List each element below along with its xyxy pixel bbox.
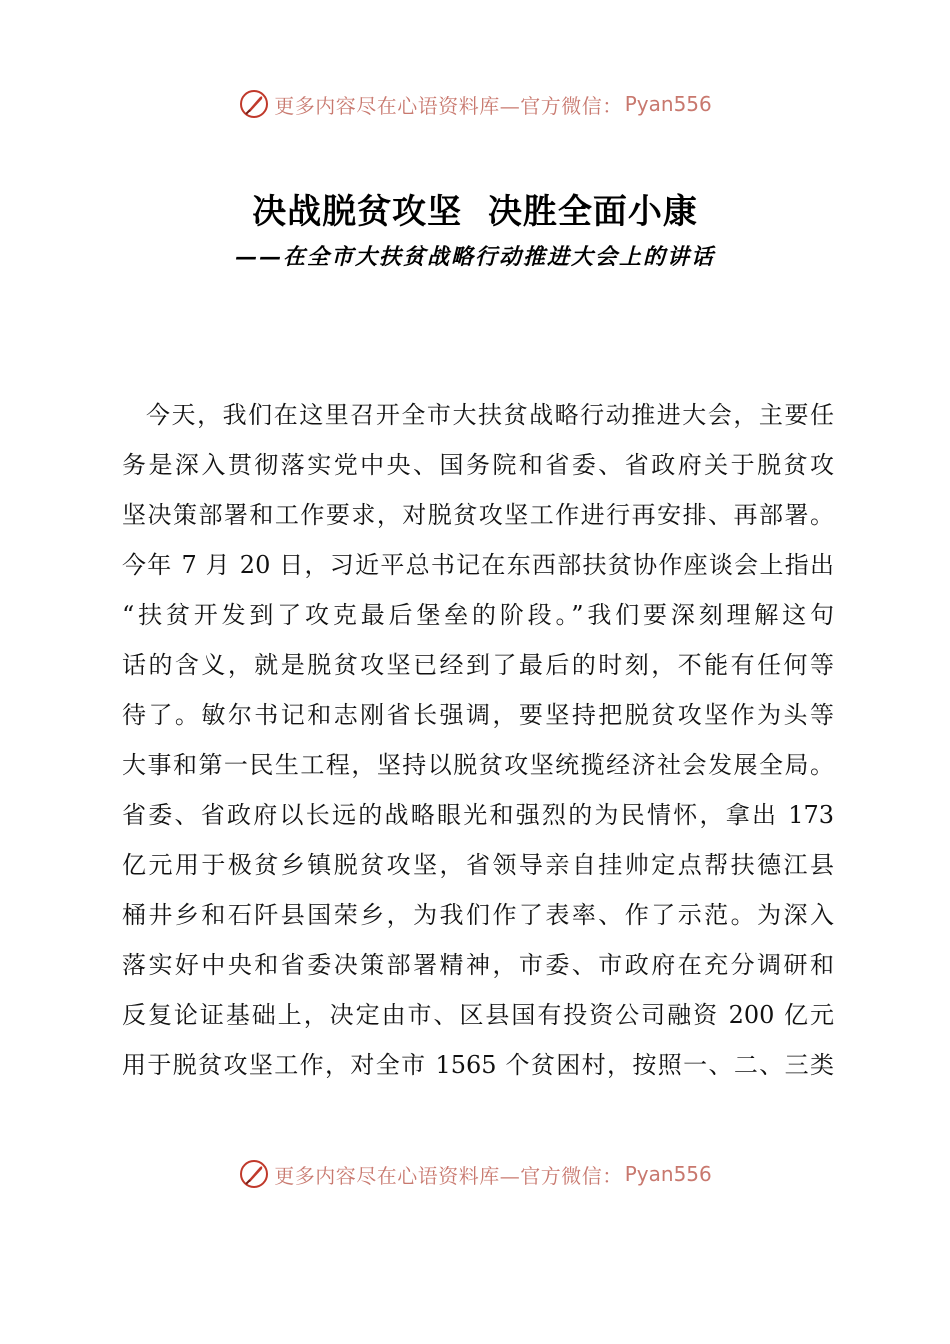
watermark-text: 更多内容尽在心语资料库—官方微信： (274, 93, 623, 118)
body-line: 待了。敏尔书记和志刚省长强调，要坚持把脱贫攻坚作为头等 (122, 701, 834, 729)
body-line: 话的含义，就是脱贫攻坚已经到了最后的时刻，不能有任何等 (122, 651, 834, 679)
document-subtitle: ——在全市大扶贫战略行动推进大会上的讲话 (234, 244, 715, 270)
body-line: 反复论证基础上，决定由市、区县国有投资公司融资 200 亿元 (122, 1001, 834, 1029)
quill-logo-icon (238, 1158, 270, 1190)
watermark-wechat-id: Pyan556 (624, 92, 712, 116)
body-line: 务是深入贯彻落实党中央、国务院和省委、省政府关于脱贫攻 (122, 451, 834, 479)
body-line: 省委、省政府以长远的战略眼光和强烈的为民情怀，拿出 173 (122, 801, 834, 829)
body-line: 坚决策部署和工作要求，对脱贫攻坚工作进行再安排、再部署。 (122, 501, 834, 529)
body-line: 亿元用于极贫乡镇脱贫攻坚，省领导亲自挂帅定点帮扶德江县 (122, 851, 834, 879)
body-line: 今年 7 月 20 日，习近平总书记在东西部扶贫协作座谈会上指出 (122, 551, 834, 579)
watermark-text: 更多内容尽在心语资料库—官方微信： (274, 1163, 623, 1188)
body-line: “扶贫开发到了攻克最后堡垒的阶段。”我们要深刻理解这句 (122, 601, 834, 629)
body-line: 落实好中央和省委决策部署精神，市委、市政府在充分调研和 (122, 951, 834, 979)
body-line: 用于脱贫攻坚工作，对全市 1565 个贫困村，按照一、二、三类 (122, 1051, 834, 1079)
document-title: 决战脱贫攻坚 决胜全面小康 (252, 192, 698, 232)
body-line: 今天，我们在这里召开全市大扶贫战略行动推进大会，主要任 (146, 401, 834, 429)
footer-watermark (0, 1152, 950, 1196)
watermark-wechat-id: Pyan556 (624, 1162, 712, 1186)
header-watermark (0, 82, 950, 126)
body-line: 桶井乡和石阡县国荣乡，为我们作了表率、作了示范。为深入 (122, 901, 834, 929)
body-line: 大事和第一民生工程，坚持以脱贫攻坚统揽经济社会发展全局。 (122, 751, 834, 779)
document-body (122, 390, 834, 1090)
quill-logo-icon (238, 88, 270, 120)
